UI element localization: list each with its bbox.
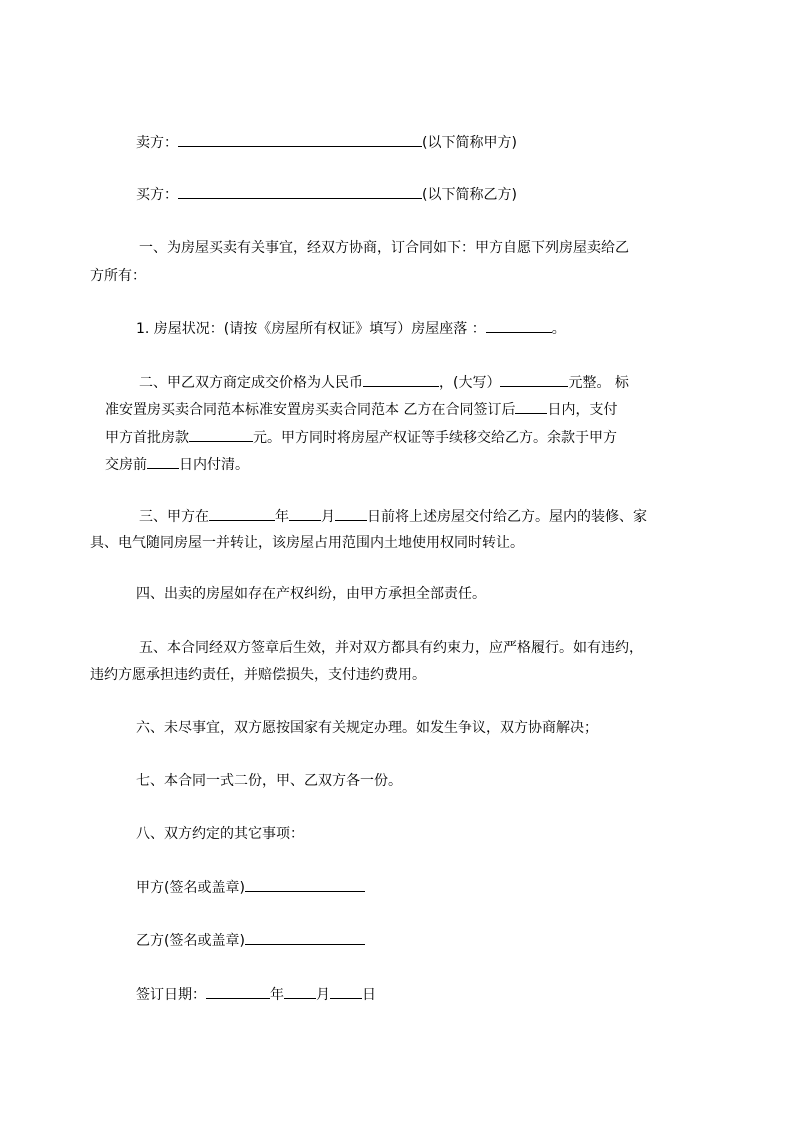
clause1-line1: 一、为房屋买卖有关事宜，经双方协商，订合同如下：甲方自愿下列房屋卖给乙 (139, 240, 629, 256)
date-month: 月 (316, 987, 330, 1003)
date-year: 年 (270, 987, 284, 1003)
item1-text: 1. 房屋状况：(请按《房屋所有权证》填写）房屋座落 ： (136, 321, 486, 337)
clause3-line2: 具、电气随同房屋一并转让，该房屋占用范围内土地使用权同时转让。 (90, 535, 524, 551)
clause2-text-i: 日内付清。 (179, 457, 249, 473)
first-payment-blank[interactable] (189, 427, 253, 442)
sign-a-line (136, 877, 365, 898)
clause1-line2: 方所有： (90, 268, 146, 284)
clause2-text-b: ，(大写） (439, 375, 501, 391)
clause3-month: 月 (321, 509, 335, 525)
item1-end: 。 (551, 321, 566, 337)
date-year-blank[interactable] (206, 984, 270, 999)
price-figure-blank[interactable] (363, 372, 439, 387)
balance-days-blank[interactable] (147, 454, 179, 469)
clause2-line1 (139, 372, 629, 393)
item1-blank[interactable] (486, 318, 552, 333)
date-day: 日 (362, 987, 376, 1003)
item1-line (136, 318, 566, 339)
clause8: 八、双方约定的其它事项： (136, 826, 304, 842)
clause2-text-d: 准安置房买卖合同范本标准安置房买卖合同范本 乙方在合同签订后 (105, 402, 516, 418)
clause5-line1: 五、本合同经双方签章后生效，并对双方都具有约束力，应严格履行。如有违约， (139, 640, 643, 656)
days-blank[interactable] (515, 399, 547, 414)
sign-a-label: 甲方(签名或盖章) (136, 880, 245, 896)
clause2-line2 (105, 399, 617, 420)
seller-label: 卖方： (136, 135, 178, 151)
sign-b-line (136, 930, 365, 951)
date-day-blank[interactable] (330, 984, 362, 999)
buyer-suffix: (以下简称乙方) (422, 187, 517, 203)
clause2-text-f: 甲方首批房款 (105, 430, 189, 446)
clause5-line2: 违约方愿承担违约责任，并赔偿损失，支付违约费用。 (90, 667, 426, 683)
date-month-blank[interactable] (284, 984, 316, 999)
clause6: 六、未尽事宜，双方愿按国家有关规定办理。如发生争议，双方协商解决； (136, 720, 598, 736)
seller-suffix: (以下简称甲方) (422, 135, 517, 151)
clause2-text-h: 交房前 (105, 457, 147, 473)
sign-b-blank[interactable] (245, 930, 365, 945)
clause2-text-c: 元整。 标 (568, 375, 629, 391)
buyer-label: 买方： (136, 187, 178, 203)
clause3-year: 年 (275, 509, 289, 525)
clause2-text-g: 元。甲方同时将房屋产权证等手续移交给乙方。余款于甲方 (253, 430, 617, 446)
delivery-year-blank[interactable] (209, 506, 275, 521)
sign-a-blank[interactable] (245, 877, 365, 892)
clause3-line1 (139, 506, 647, 527)
price-words-blank[interactable] (500, 372, 568, 387)
date-line (136, 984, 376, 1005)
seller-line (136, 132, 517, 153)
clause2-text-e: 日内，支付 (547, 402, 618, 418)
clause3-text-a: 三、甲方在 (139, 509, 209, 525)
clause4: 四、出卖的房屋如存在产权纠纷，由甲方承担全部责任。 (136, 586, 486, 602)
clause3-text-d: 日前将上述房屋交付给乙方。屋内的装修、家 (367, 509, 647, 525)
delivery-day-blank[interactable] (335, 506, 367, 521)
buyer-blank[interactable] (178, 184, 422, 199)
clause2-text-a: 二、甲乙双方商定成交价格为人民币 (139, 375, 363, 391)
delivery-month-blank[interactable] (289, 506, 321, 521)
buyer-line (136, 184, 517, 205)
clause2-line4 (105, 454, 249, 475)
clause7: 七、本合同一式二份，甲、乙双方各一份。 (136, 773, 402, 789)
clause2-line3 (105, 427, 617, 448)
date-label: 签订日期： (136, 987, 206, 1003)
sign-b-label: 乙方(签名或盖章) (136, 933, 245, 949)
seller-blank[interactable] (178, 132, 422, 147)
